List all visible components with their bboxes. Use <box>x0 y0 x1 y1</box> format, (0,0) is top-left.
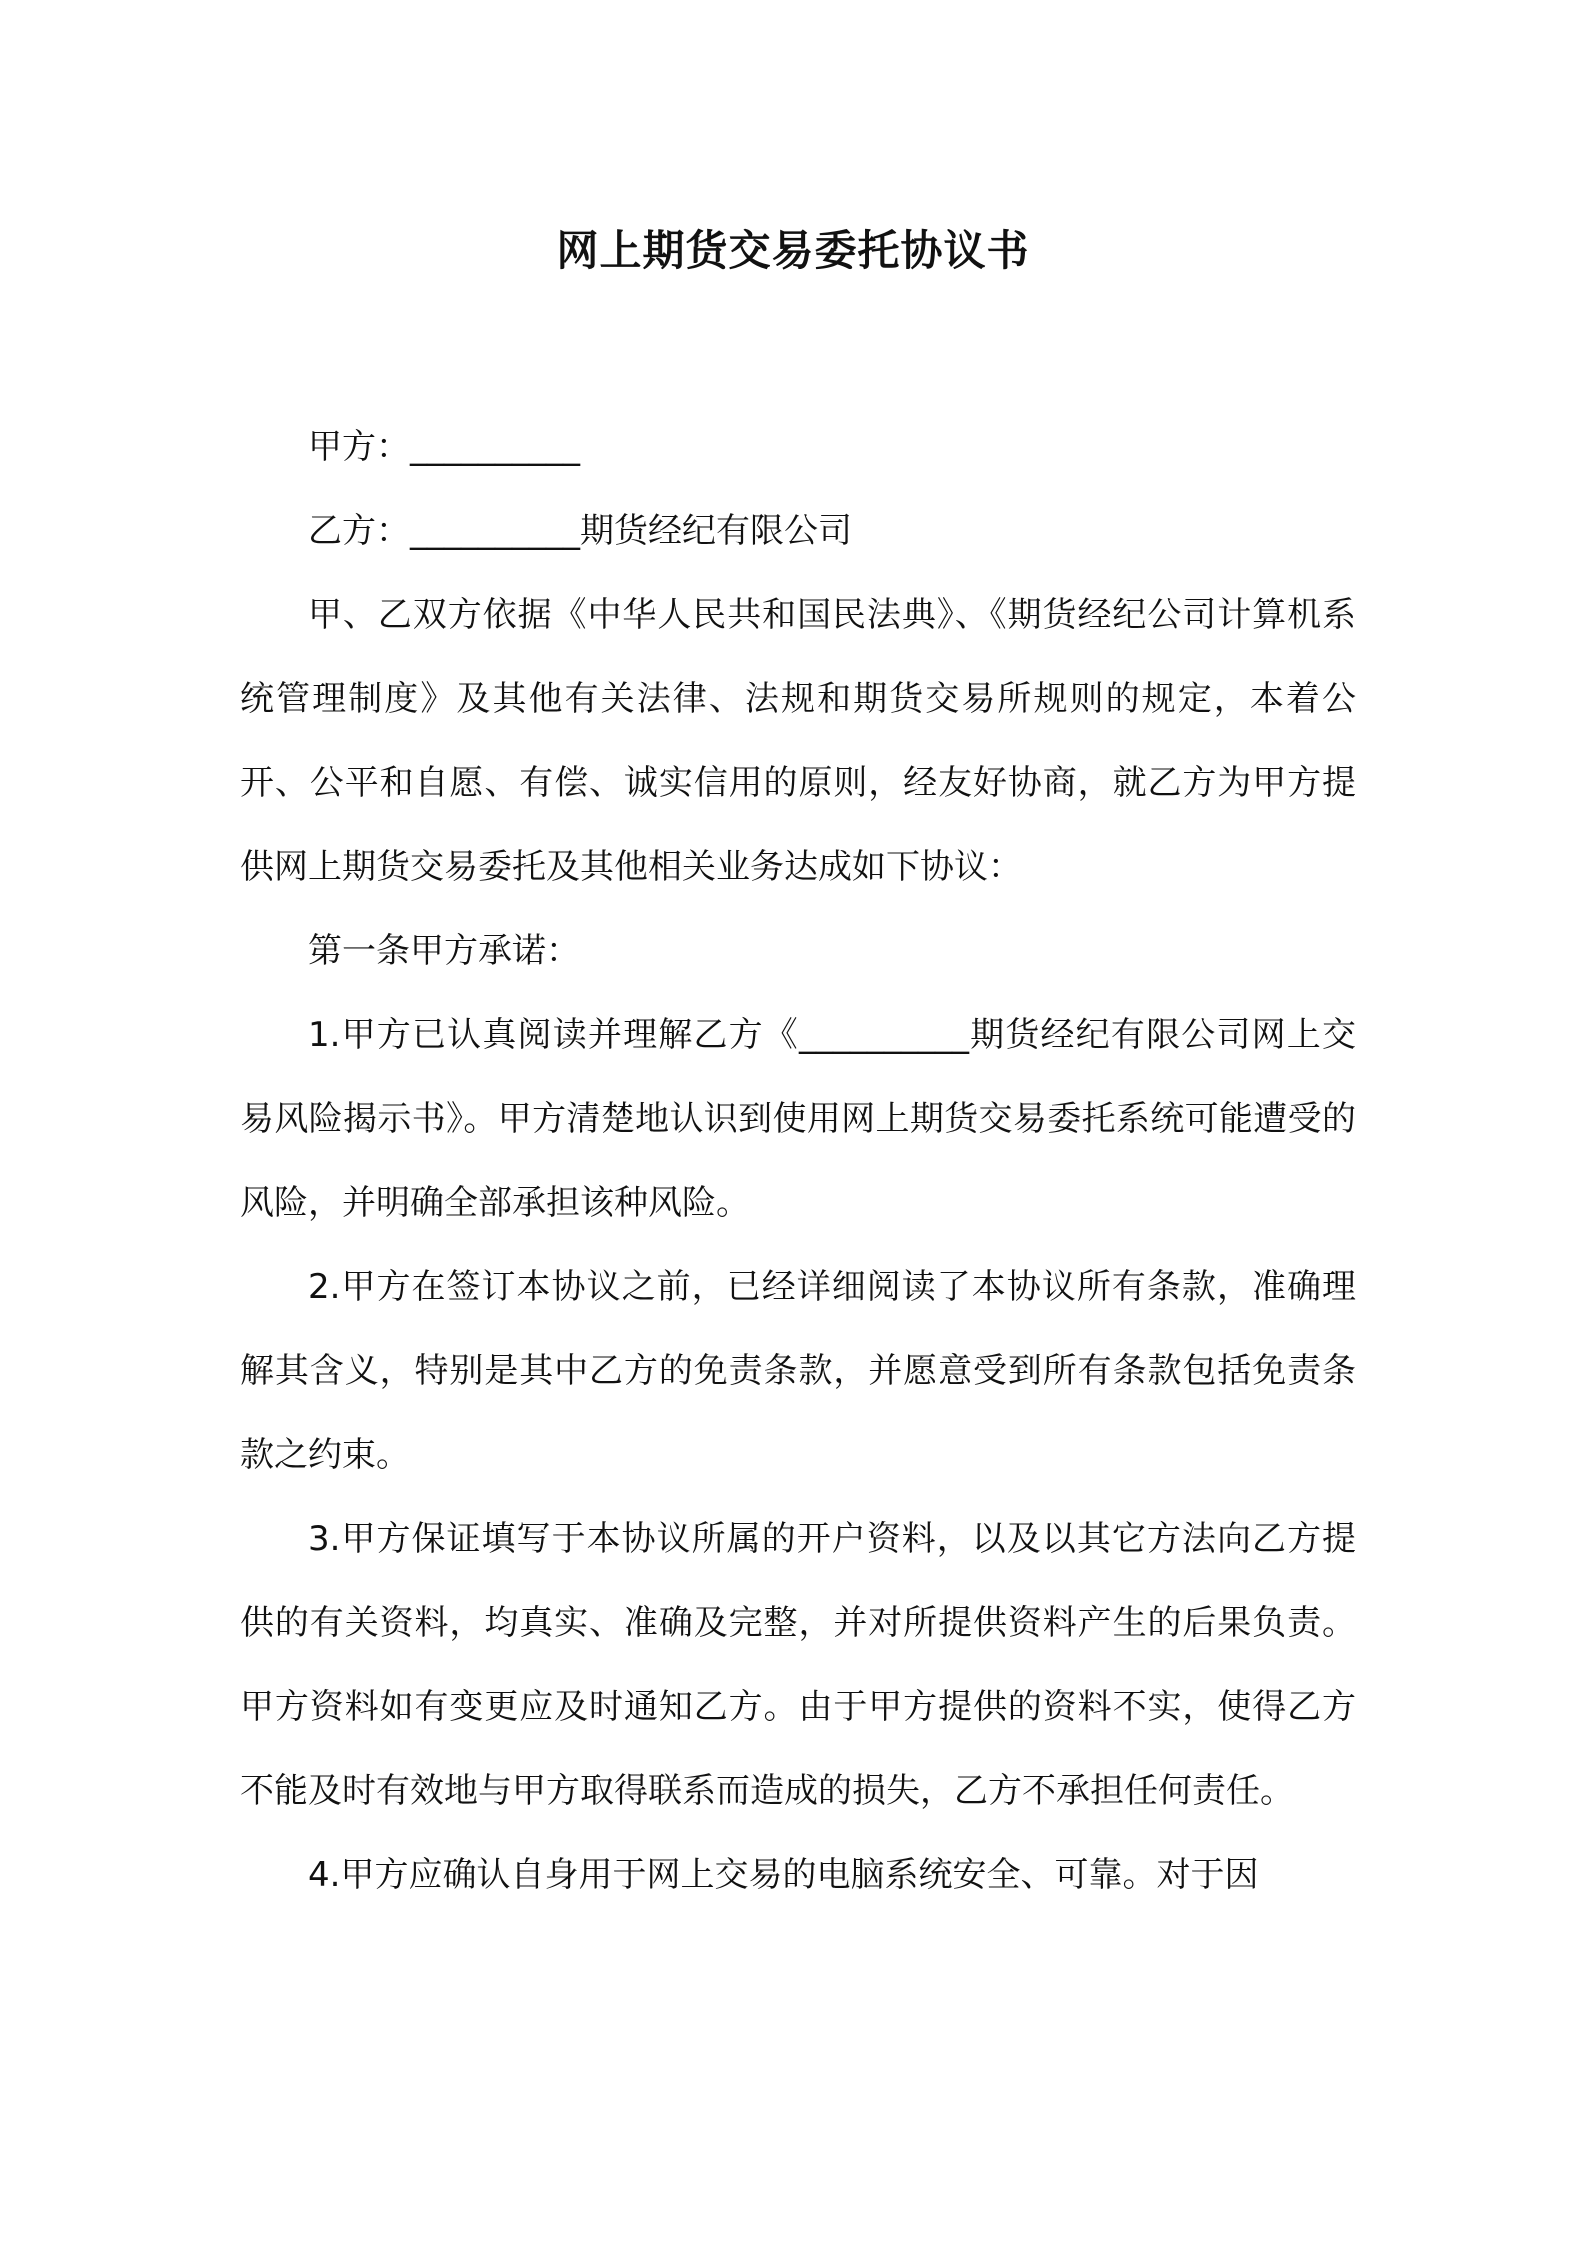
party-b-line: 乙方：__________期货经纪有限公司 <box>308 511 852 551</box>
document-body <box>240 405 1356 1917</box>
clause-2: 2.甲方在签订本协议之前，已经详细阅读了本协议所有条款，准确理解其含义，特别是其中乙方的免责条款，并愿意受到所有条款包括免责条款之约束。 <box>240 1267 1356 1475</box>
preamble-paragraph: 甲、乙双方依据《中华人民共和国民法典》、《期货经纪公司计算机系统管理制度》及其他有关法律、法规和期货交易所规则的规定，本着公开、公平和自愿、有偿、诚实信用的原则，经友好协商，就乙方为甲方提供网上期货交易委托及其他相关业务达成如下协议： <box>240 595 1356 887</box>
document-title: 网上期货交易委托协议书 <box>556 226 1030 275</box>
clause-1: 1.甲方已认真阅读并理解乙方《__________期货经纪有限公司网上交易风险揭示书》。甲方清楚地认识到使用网上期货交易委托系统可能遭受的风险，并明确全部承担该种风险。 <box>240 1015 1356 1223</box>
article-one-heading: 第一条甲方承诺： <box>308 931 580 971</box>
clause-3: 3.甲方保证填写于本协议所属的开户资料，以及以其它方法向乙方提供的有关资料，均真实、准确及完整，并对所提供资料产生的后果负责。甲方资料如有变更应及时通知乙方。由于甲方提供的资料不实，使得乙方不能及时有效地与甲方取得联系而造成的损失，乙方不承担任何责任。 <box>240 1519 1356 1811</box>
party-a-line: 甲方：__________ <box>308 427 580 467</box>
clause-4: 4.甲方应确认自身用于网上交易的电脑系统安全、可靠。对于因 <box>308 1855 1259 1895</box>
